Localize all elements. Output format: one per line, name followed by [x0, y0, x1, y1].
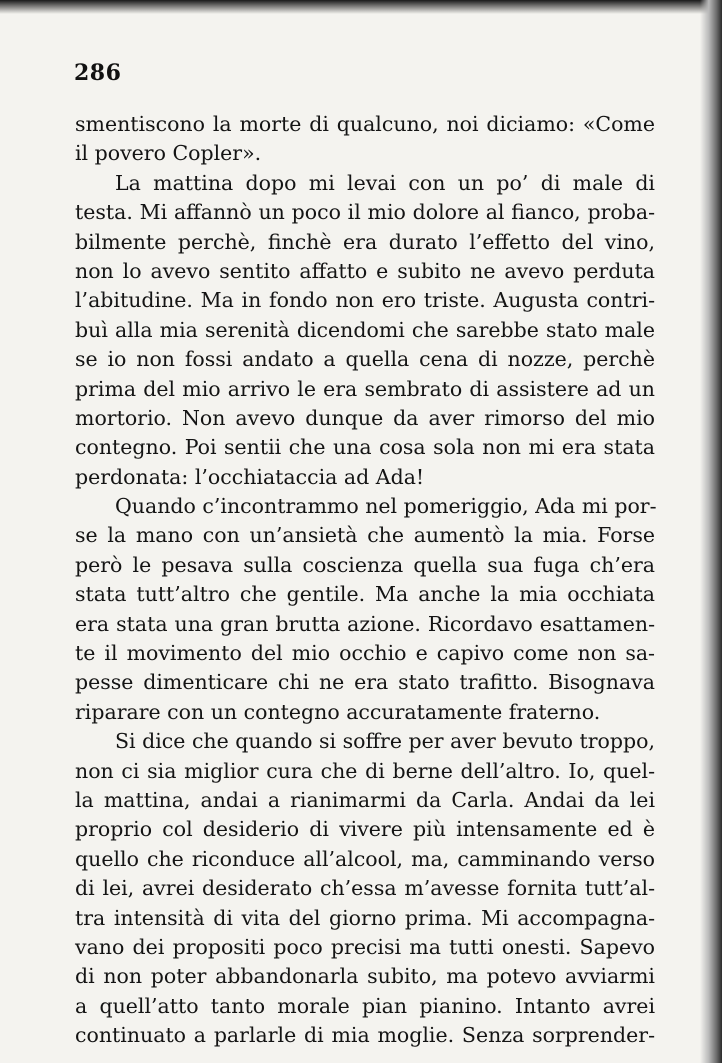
text-line: bilmente perchè, finchè era durato l’effetto del vino,: [75, 229, 655, 254]
text-line: La mattina dopo mi levai con un po’ di male di: [115, 170, 655, 195]
text-line: perdonata: l’occhiataccia ad Ada!: [75, 464, 425, 489]
text-line: tra intensità di vita del giorno prima. Mi accompagna-: [75, 905, 655, 930]
text-line: smentiscono la morte di qualcuno, noi diciamo: «Come: [75, 112, 655, 136]
text-line: non ci sia miglior cura che di berne dell’altro. Io, quel-: [75, 758, 655, 783]
text-line: prima del mio arrivo le era sembrato di assistere ad un: [75, 376, 655, 401]
text-line: stata tutt’altro che gentile. Ma anche la mia occhiata: [75, 582, 655, 607]
page-number: 286: [74, 60, 122, 86]
text-line: te il movimento del mio occhio e capivo come non sa-: [75, 641, 655, 666]
text-line: a quell’atto tanto morale pian pianino. Intanto avrei: [75, 993, 655, 1018]
text-line: la mattina, andai a rianimarmi da Carla. Andai da lei: [75, 787, 655, 812]
text-line: mortorio. Non avevo dunque da aver rimorso del mio: [75, 405, 655, 430]
text-line: se io non fossi andato a quella cena di nozze, perchè: [75, 347, 655, 372]
text-line: però le pesava sulla coscienza quella sua fuga ch’era: [75, 552, 655, 577]
text-line: buì alla mia serenità dicendomi che sarebbe stato male: [75, 317, 655, 342]
text-line: continuato a parlarle di mia moglie. Senza sorprender-: [75, 1023, 655, 1048]
text-line: se la mano con un’ansietà che aumentò la mia. Forse: [75, 523, 655, 548]
text-line: testa. Mi affannò un poco il mio dolore al fianco, proba-: [75, 200, 655, 225]
page-edge-shadow: [700, 0, 722, 1063]
text-line: il povero Copler».: [75, 141, 262, 166]
text-line: l’abitudine. Ma in fondo non ero triste. Augusta contri-: [75, 288, 655, 313]
text-line: contegno. Poi sentii che una cosa sola non mi era stata: [75, 435, 655, 460]
text-line: di non poter abbandonarla subito, ma potevo avviarmi: [75, 964, 655, 989]
text-line: quello che riconduce all’alcool, ma, camminando verso: [75, 846, 655, 871]
text-line: non lo avevo sentito affatto e subito ne avevo perduta: [75, 258, 655, 283]
text-line: Quando c’incontrammo nel pomeriggio, Ada mi por-: [115, 494, 657, 519]
text-line: Si dice che quando si soffre per aver bevuto troppo,: [115, 729, 655, 754]
text-line: era stata una gran brutta azione. Ricordavo esattamen-: [75, 611, 655, 636]
text-line: pesse dimenticare chi ne era stato trafitto. Bisognava: [75, 670, 655, 695]
text-line: vano dei propositi poco precisi ma tutti onesti. Sapevo: [75, 934, 655, 959]
text-line: riparare con un contegno accuratamente fraterno.: [75, 699, 601, 724]
text-line: proprio col desiderio di vivere più intensamente ed è: [75, 817, 655, 842]
text-line: di lei, avrei desiderato ch’essa m’avesse fornita tutt’al-: [75, 876, 655, 901]
body-text: [75, 110, 655, 1051]
scan-top-shadow: [0, 0, 722, 14]
